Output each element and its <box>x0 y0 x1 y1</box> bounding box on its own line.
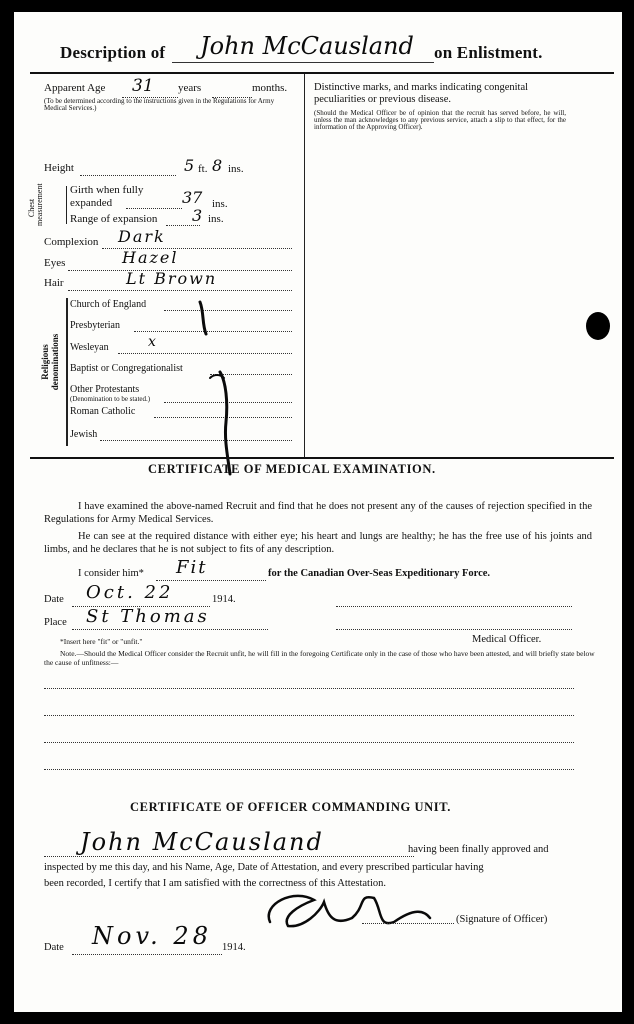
unfit-note: Note.—Should the Medical Officer consider the Recruit unfit, he will fill in the foregoing Certificate only in the case of those who have been attested, and will briefly state below the cause of unfitness:— <box>44 649 595 667</box>
medical-para-2: He can see at the required distance with either eye; his heart and lungs are healthy; he has the free use of his joints and limbs, and he declares that he is not subject to fits of any description. <box>44 531 592 555</box>
officer-date-line <box>72 954 222 955</box>
attestation-paper <box>14 12 622 1012</box>
officer-date-label: Date <box>44 942 64 953</box>
unfit-line <box>44 715 574 716</box>
ft-label: ft. <box>198 163 208 175</box>
consider-prefix: I consider him* <box>78 568 144 579</box>
religion-item: Baptist or Congregationalist <box>70 363 183 374</box>
title-suffix: on Enlistment. <box>434 43 543 62</box>
apparent-age-label: Apparent Age <box>44 82 106 94</box>
officer-heading: CERTIFICATE OF OFFICER COMMANDING UNIT. <box>130 800 451 814</box>
place-label: Place <box>44 617 67 628</box>
range-label: Range of expansion <box>70 213 158 225</box>
eyes-value: Hazel <box>122 248 179 267</box>
complexion-value: Dark <box>118 227 166 246</box>
signature-label: (Signature of Officer) <box>456 914 548 925</box>
hair-label: Hair <box>44 277 64 289</box>
height-in-value: 8 <box>212 156 223 175</box>
other-note: (Denomination to be stated.) <box>70 395 151 403</box>
range-ins-label: ins. <box>208 213 224 225</box>
officer-name-line <box>44 856 414 857</box>
officer-line3: been recorded, I certify that I am satisfied with the correctness of this Attestation. <box>44 878 387 889</box>
unfit-line <box>44 688 574 689</box>
officer-line2: inspected by me this day, and his Name, Age, Date of Attestation, and every prescribed particular having <box>44 862 484 873</box>
section-rule <box>30 457 614 459</box>
recruit-name-handwritten: John McCausland <box>200 32 414 60</box>
religion-item: Jewish <box>70 429 98 440</box>
religion-label: Religious denominations <box>40 333 60 391</box>
height-ft-value: 5 <box>184 156 195 175</box>
insert-footnote: *Insert here "fit" or "unfit." <box>60 637 143 646</box>
unfit-line <box>44 742 574 743</box>
wesleyan-mark: x <box>148 334 156 350</box>
officer-date-value: Nov. 28 <box>92 922 212 950</box>
officer-signature <box>254 882 484 942</box>
chest-label: Chest measurement <box>27 183 44 226</box>
girth-value: 37 <box>182 188 203 207</box>
height-label: Height <box>44 162 74 174</box>
title-prefix: Description of <box>60 43 166 62</box>
med-date-value: Oct. 22 <box>86 582 174 603</box>
med-signature-line <box>336 606 572 607</box>
age-note: (To be determined according to the instructions given in the Regulations for Army Medical Services.) <box>44 97 275 112</box>
medical-officer-label: Medical Officer. <box>472 634 542 645</box>
place-line <box>72 629 268 630</box>
marks-note: (Should the Medical Officer be of opinion that the recruit has served before, he will, unless the man acknowledges to any previous service, attach a slip to that effect, for the information of the Approving Officer). <box>314 109 566 131</box>
punch-hole <box>586 312 610 340</box>
range-value: 3 <box>192 206 203 225</box>
med-date-label: Date <box>44 594 64 605</box>
girth-label: Girth when fully expanded <box>70 184 144 209</box>
med-officer-line <box>336 629 572 630</box>
religion-item: Church of England <box>70 299 147 310</box>
months-label: months. <box>252 82 288 94</box>
religion-item: Wesleyan <box>70 342 109 353</box>
eyes-label: Eyes <box>44 257 66 269</box>
med-year: 1914. <box>212 594 236 605</box>
religion-item: Other Protestants <box>70 384 140 395</box>
girth-ins-label: ins. <box>212 198 228 210</box>
complexion-label: Complexion <box>44 236 99 248</box>
religion-item: Roman Catholic <box>70 406 136 417</box>
officer-name-value: John McCausland <box>80 828 324 856</box>
marks-heading: Distinctive marks, and marks indicating congenital peculiarities or previous disease. <box>314 82 529 105</box>
height-ins-label: ins. <box>228 163 244 175</box>
place-value: St Thomas <box>86 606 210 627</box>
medical-heading: CERTIFICATE OF MEDICAL EXAMINATION. <box>148 462 436 476</box>
officer-year: 1914. <box>222 942 246 953</box>
medical-para-1: I have examined the above-named Recruit and find that he does not present any of the causes of rejection specified in the Regulations for Army Medical Services. <box>44 501 592 525</box>
consider-line <box>156 580 266 581</box>
years-label: years <box>178 82 202 94</box>
unfit-line <box>44 769 574 770</box>
fit-value: Fit <box>176 557 208 578</box>
age-value: 31 <box>132 76 154 96</box>
religion-item: Presbyterian <box>70 320 120 331</box>
officer-line1-suffix: having been finally approved and <box>408 844 549 855</box>
officer-signature-line <box>362 923 454 924</box>
consider-suffix: for the Canadian Over-Seas Expeditionary Force. <box>268 568 491 579</box>
hair-value: Lt Brown <box>126 269 218 288</box>
